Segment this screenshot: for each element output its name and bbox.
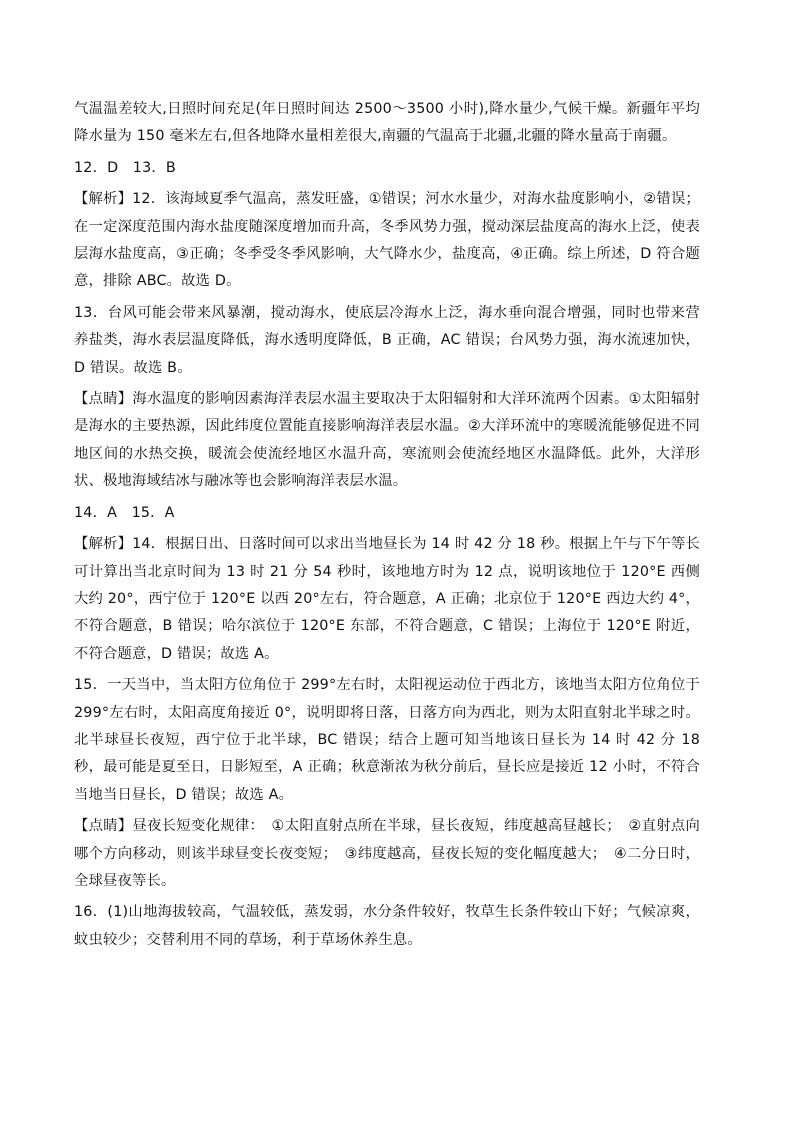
- answer-16: 16．(1)山地海拔较高，气温较低，蒸发弱，水分条件较好，牧草生长条件较山下好；气候凉爽，蚊虫较少；交替利用不同的草场，利于草场休养生息。: [74, 904, 700, 948]
- analysis-12: 【解析】12．该海域夏季气温高，蒸发旺盛，①错误；河水水量少，对海水盐度影响小，②错误；在一定深度范围内海水盐度随深度增加而升高，冬季风势力强，搅动深层盐度高的海水上泛，使表层海水盐度高，③正确；冬季受冬季风影响，大气降水少，盐度高，④正确。综上所述，D 符合题意，排除 ABC。故选 D。: [74, 191, 700, 290]
- answer-12-13: 12．D 13．B: [74, 159, 176, 176]
- analysis-15: 15．一天当中，当太阳方位角位于 299°左右时，太阳视运动位于西北方，该地当太阳方位角位于 299°左右时，太阳高度角接近 0°，说明即将日落，日落方向为西北，则为太阳直射北半球之时。北半球昼长夜短，西宁位于北半球，BC 错误；结合上题可知当地该日昼长为 14 时 42 分 18 秒，最可能是夏至日，日影短至，A 正确；秋意渐浓为秋分前后，昼长应是接近 12 小时，不符合当地当日昼长，D 错误；故选 A。: [74, 677, 700, 803]
- answer-14-15: 14．A 15．A: [74, 504, 175, 521]
- tip-sea-temperature: 【点睛】海水温度的影响因素海洋表层水温主要取决于太阳辐射和大洋环流两个因素。①太阳辐射是海水的主要热源，因此纬度位置能直接影响海洋表层水温。②大洋环流中的寒暖流能够促进不同地区间的水热交换，暖流会使流经地区水温升高，寒流则会使流经地区水温降低。此外，大洋形状、极地海域结冰与融冰等也会影响海洋表层水温。: [74, 391, 700, 490]
- analysis-14: 【解析】14．根据日出、日落时间可以求出当地昼长为 14 时 42 分 18 秒。根据上午与下午等长可计算出当北京时间为 13 时 21 分 54 秒时，该地地方时为 12 点，说明该地位于 120°E 西侧大约 20°，西宁位于 120°E 以西 20°左右，符合题意，A 正确；北京位于 120°E 西边大约 4°，不符合题意，B 错误；哈尔滨位于 120°E 东部，不符合题意，C 错误；上海位于 120°E 附近，不符合题意，D 错误；故选 A。: [74, 536, 700, 662]
- analysis-13: 13．台风可能会带来风暴潮，搅动海水，使底层冷海水上泛，海水垂向混合增强，同时也带来营养盐类，海水表层温度降低，海水透明度降低，B 正确，AC 错误；台风势力强，海水流速加快，D 错误。故选 B。: [74, 304, 700, 376]
- tip-day-length: 【点睛】昼夜长短变化规律： ①太阳直射点所在半球，昼长夜短，纬度越高昼越长； ②直射点向哪个方向移动，则该半球昼变长夜变短； ③纬度越高，昼夜长短的变化幅度越大； ④二分日时，全球昼夜等长。: [74, 818, 700, 889]
- paragraph-xinjiang-climate: 气温温差较大,日照时间充足(年日照时间达 2500～3500 小时),降水量少,气候干燥。新疆年平均降水量为 150 毫米左右,但各地降水量相差很大,南疆的气温高于北疆,北疆的降水量高于南疆。: [74, 101, 700, 145]
